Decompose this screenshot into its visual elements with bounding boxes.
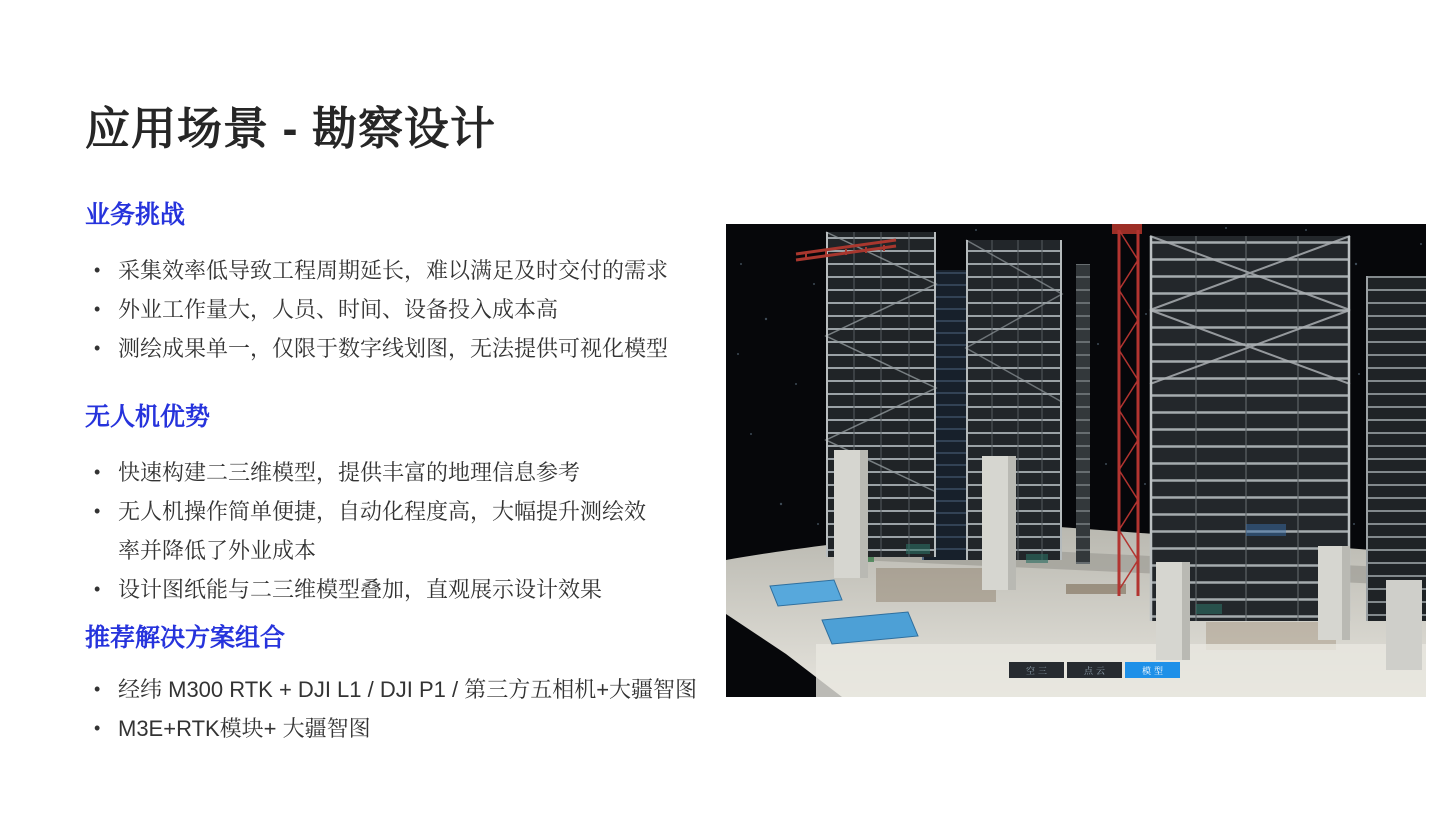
viewer-tab-aero-triangulation[interactable] <box>1009 662 1064 678</box>
section-heading-drone-advantages: 无人机优势 <box>85 403 211 431</box>
slide-title: 应用场景 - 勘察设计 <box>85 103 496 154</box>
bullet-item <box>85 570 710 609</box>
section-recommended-solutions <box>85 618 710 748</box>
bullet-item <box>85 251 710 290</box>
bullet-text: 快速构建二三维模型，提供丰富的地理信息参考 <box>118 460 581 485</box>
bullet-marker: • <box>94 260 101 280</box>
viewer-tab-model[interactable] <box>1125 662 1180 678</box>
bullet-item <box>85 709 710 748</box>
viewer-tab-bar <box>1009 662 1180 678</box>
bullet-text: 采集效率低导致工程周期延长，难以满足及时交付的需求 <box>118 258 669 283</box>
bullet-list-business-challenges <box>85 251 710 368</box>
construction-model-illustration <box>726 224 1426 697</box>
bullet-text: 无人机操作简单便捷，自动化程度高，大幅提升测绘效率并降低了外业成本 <box>118 499 647 563</box>
bullet-text: M3E+RTK模块+ 大疆智图 <box>118 716 371 741</box>
bullet-list-drone-advantages <box>85 453 710 609</box>
bullet-item <box>85 290 710 329</box>
bullet-marker: • <box>94 718 101 738</box>
section-heading-business-challenges: 业务挑战 <box>85 201 186 229</box>
section-drone-advantages <box>85 397 710 609</box>
bullet-text: 外业工作量大，人员、时间、设备投入成本高 <box>118 297 559 322</box>
bullet-marker: • <box>94 299 101 319</box>
bullet-text: 设计图纸能与二三维模型叠加，直观展示设计效果 <box>118 577 603 602</box>
bullet-list-recommended-solutions <box>85 670 710 748</box>
bullet-marker: • <box>94 501 101 521</box>
viewer-tab-point-cloud[interactable] <box>1067 662 1122 678</box>
bullet-item <box>85 670 710 709</box>
bullet-item <box>85 329 710 368</box>
bullet-text: 测绘成果单一，仅限于数字线划图，无法提供可视化模型 <box>118 336 669 361</box>
bullet-marker: • <box>94 579 101 599</box>
bullet-marker: • <box>94 338 101 358</box>
bullet-item <box>85 453 710 492</box>
viewer-tab-label: 模型 <box>1141 665 1166 676</box>
construction-3d-model-image <box>726 224 1426 697</box>
section-heading-recommended-solutions: 推荐解决方案组合 <box>85 624 286 652</box>
viewer-tab-label: 空三 <box>1025 665 1050 676</box>
bullet-marker: • <box>94 462 101 482</box>
viewer-tab-label: 点云 <box>1083 665 1108 676</box>
bullet-item <box>85 492 710 570</box>
section-business-challenges <box>85 195 710 368</box>
bullet-marker: • <box>94 679 101 699</box>
bullet-text: 经纬 M300 RTK + DJI L1 / DJI P1 / 第三方五相机+大疆智图 <box>118 677 698 702</box>
